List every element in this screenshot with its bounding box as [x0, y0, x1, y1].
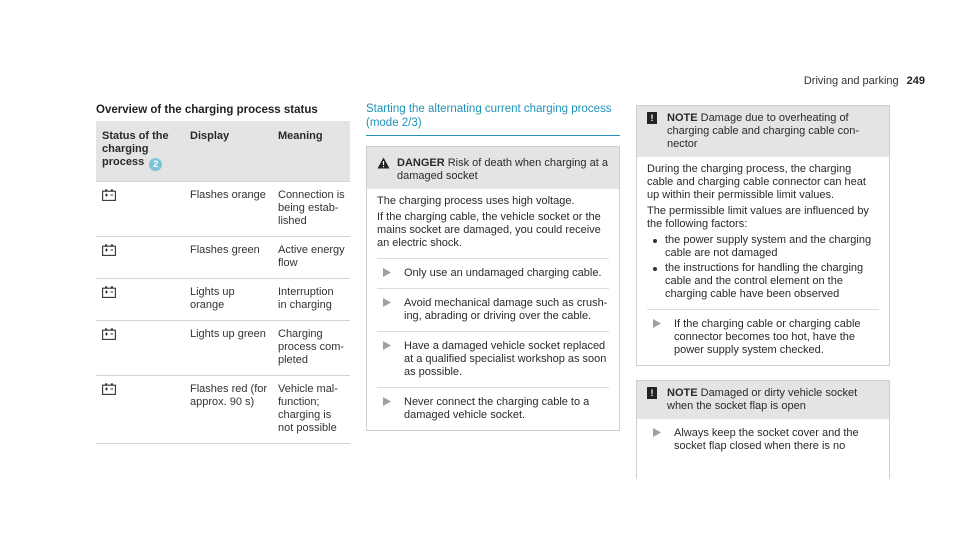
battery-charge-icon	[102, 189, 116, 201]
note-socket-box	[636, 380, 890, 479]
display-cell: Flashes green	[185, 237, 273, 279]
instruction-step	[377, 387, 609, 422]
note-bullet-list	[647, 234, 879, 301]
table-row	[96, 321, 350, 376]
step-arrow-icon	[377, 340, 404, 379]
meaning-cell: Active energy flow	[273, 237, 350, 279]
warning-triangle-icon	[377, 157, 397, 183]
ac-section-title: Starting the alternating current charging process (mode 2/3)	[366, 102, 620, 136]
overview-title: Overview of the charging process status	[96, 104, 318, 116]
display-cell: Flashes orange	[185, 182, 273, 237]
danger-paragraph: If the charging cable, the vehicle socket or the mains socket are damaged, you could receive an electric shock.	[377, 211, 601, 249]
notes-column	[636, 105, 890, 479]
bullet-item: the instructions for handling the charging cable and the control element on the charging cable have been observed	[647, 262, 879, 301]
step-arrow-icon	[377, 297, 404, 323]
callout-badge: 2	[149, 158, 162, 171]
table-row	[96, 237, 350, 279]
bullet-item: the power supply system and the charging cable are not damaged	[647, 234, 879, 260]
note-header	[637, 106, 889, 157]
step-arrow-icon	[647, 318, 674, 357]
note-label: NOTE	[667, 387, 698, 399]
note-paragraph: During the charging process, the charging cable and charging cable connector can heat up within their permissible limit values.	[647, 163, 866, 201]
battery-charge-icon	[102, 286, 116, 298]
step-text: Only use an undamaged charging cable.	[404, 267, 602, 279]
exclamation-icon: !	[647, 387, 657, 399]
step-text: If the charging cable or charging cable connector becomes too hot, have the power supply system checked.	[674, 318, 861, 356]
danger-box	[366, 146, 620, 431]
danger-paragraph: The charging process uses high voltage.	[377, 195, 575, 207]
display-cell: Flashes red (for approx. 90 s)	[185, 376, 273, 444]
instruction-step	[647, 425, 879, 453]
status-cell	[96, 182, 185, 237]
table-header-row	[96, 121, 350, 182]
note-overheating-box	[636, 105, 890, 366]
status-cell	[96, 376, 185, 444]
status-cell	[96, 321, 185, 376]
display-cell: Lights up orange	[185, 279, 273, 321]
status-cell	[96, 237, 185, 279]
instruction-step	[377, 288, 609, 323]
display-cell: Lights up green	[185, 321, 273, 376]
note-header	[637, 381, 889, 419]
status-table	[96, 121, 350, 444]
step-text: Avoid mechanical damage such as crush- ing, abrading or driving over the cable.	[404, 297, 608, 322]
table-row	[96, 376, 350, 444]
section-title: Driving and parking	[803, 75, 899, 87]
meaning-cell: Charging process com- pleted	[273, 321, 350, 376]
status-cell	[96, 279, 185, 321]
step-text: Always keep the socket cover and the socket flap closed when there is no	[674, 427, 859, 452]
danger-header	[367, 147, 619, 189]
column-header-meaning: Meaning	[273, 121, 350, 182]
battery-charge-icon	[102, 244, 116, 256]
note-text: Damaged or dirty vehicle socket when the socket flap is open	[667, 387, 858, 412]
exclamation-icon: !	[647, 112, 657, 124]
instruction-step	[377, 258, 609, 280]
table-row	[96, 182, 350, 237]
meaning-cell: Vehicle mal- function; charging is not possible	[273, 376, 350, 444]
page-number: 249	[906, 75, 925, 87]
page-header	[804, 75, 925, 88]
battery-charge-icon	[102, 383, 116, 395]
step-text: Never connect the charging cable to a damaged vehicle socket.	[404, 396, 590, 421]
step-arrow-icon	[647, 427, 674, 453]
column-header-display: Display	[185, 121, 273, 182]
ac-charging-section	[366, 102, 620, 431]
overview-section	[96, 104, 350, 444]
instruction-step	[647, 309, 879, 357]
danger-text: Risk of death when charging at a damaged socket	[397, 157, 608, 182]
step-arrow-icon	[377, 267, 404, 280]
column-header-status: Status of the charging process 2	[96, 121, 185, 182]
step-arrow-icon	[377, 396, 404, 422]
table-row	[96, 279, 350, 321]
note-paragraph: The permissible limit values are influenced by the following factors:	[647, 205, 869, 230]
step-text: Have a damaged vehicle socket replaced at a qualified specialist workshop as soon as possible.	[404, 340, 607, 378]
note-label: NOTE	[667, 112, 698, 124]
meaning-cell: Connection is being estab- lished	[273, 182, 350, 237]
battery-charge-icon	[102, 328, 116, 340]
note-text: Damage due to overheating of charging cable and charging cable con- nector	[667, 112, 860, 150]
meaning-cell: Interruption in charging	[273, 279, 350, 321]
danger-label: DANGER	[397, 157, 445, 169]
instruction-step	[377, 331, 609, 379]
